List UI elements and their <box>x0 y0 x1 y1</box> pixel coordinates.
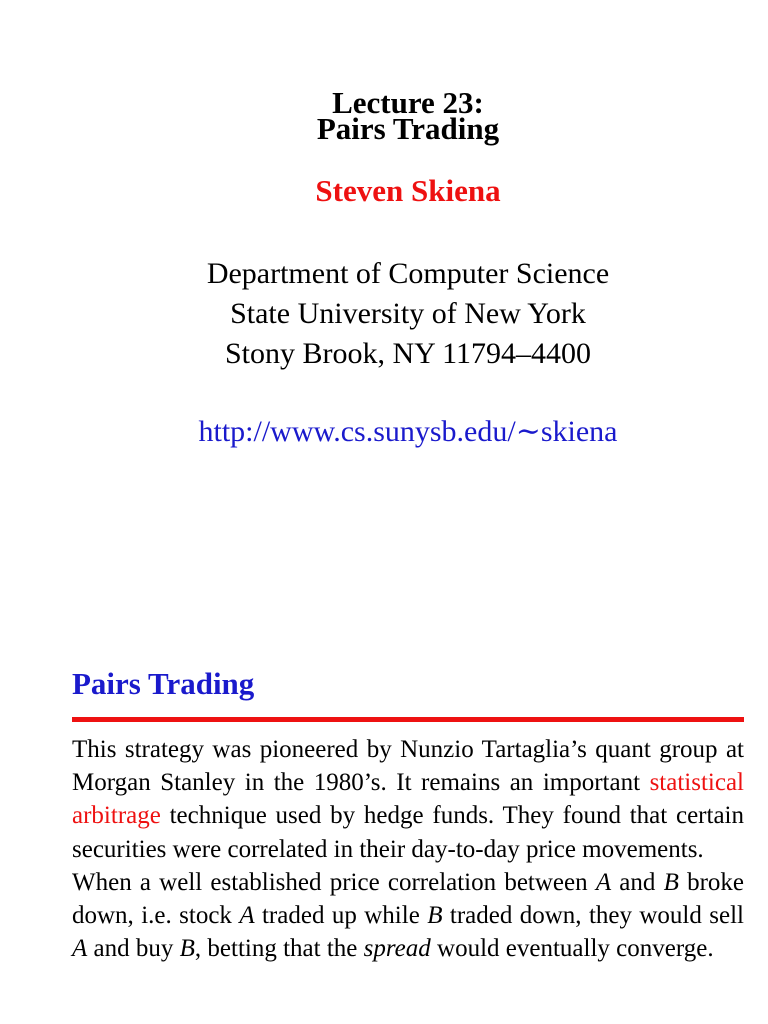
math-variable: B <box>427 902 443 930</box>
department: Department of Computer Science <box>206 257 610 290</box>
math-variable: B <box>179 935 195 963</box>
section-heading: Pairs Trading <box>72 666 255 701</box>
affiliation-block <box>0 254 768 374</box>
math-variable: B <box>663 868 679 896</box>
homepage-link[interactable]: http://www.cs.sunysb.edu/∼skiena <box>198 415 618 448</box>
paragraph-2-text: traded up while <box>254 902 428 930</box>
paragraph-2-text: and buy <box>87 935 180 963</box>
paragraph-2-text: would eventually converge. <box>430 935 714 963</box>
paragraph-2 <box>72 866 744 966</box>
math-variable: A <box>72 935 88 963</box>
paragraph-2-text: , betting that the <box>194 935 364 963</box>
paragraph-1 <box>72 733 744 866</box>
paragraph-2-text: When a well established price correlation between <box>72 868 596 896</box>
author-name: Steven Skiena <box>315 173 501 208</box>
highlighted-term: statistical arbitrage <box>72 769 744 830</box>
emphasized-term: spread <box>363 935 431 963</box>
paragraph-1-text-b: technique used by hedge funds. They found that certain securities were correlated in their day-to-day price movements. <box>72 802 744 863</box>
address: Stony Brook, NY 11794–4400 <box>224 337 592 370</box>
paragraph-1-text-a: This strategy was pioneered by Nunzio Tartaglia’s quant group at Morgan Stanley in the 1980’s. It remains an important <box>72 736 744 797</box>
math-variable: A <box>595 868 612 896</box>
title-block <box>0 85 768 146</box>
math-variable: A <box>239 902 255 930</box>
section-body <box>72 733 744 965</box>
paragraph-2-text: broke down, i.e. stock <box>72 868 744 930</box>
lecture-title: Pairs Trading <box>316 111 500 146</box>
section-divider <box>72 717 744 722</box>
university: State University of New York <box>230 297 586 330</box>
lecture-number: Lecture 23: <box>332 85 484 120</box>
paragraph-2-text: traded down, they would sell <box>442 902 744 930</box>
paragraph-2-text: and <box>611 868 664 896</box>
